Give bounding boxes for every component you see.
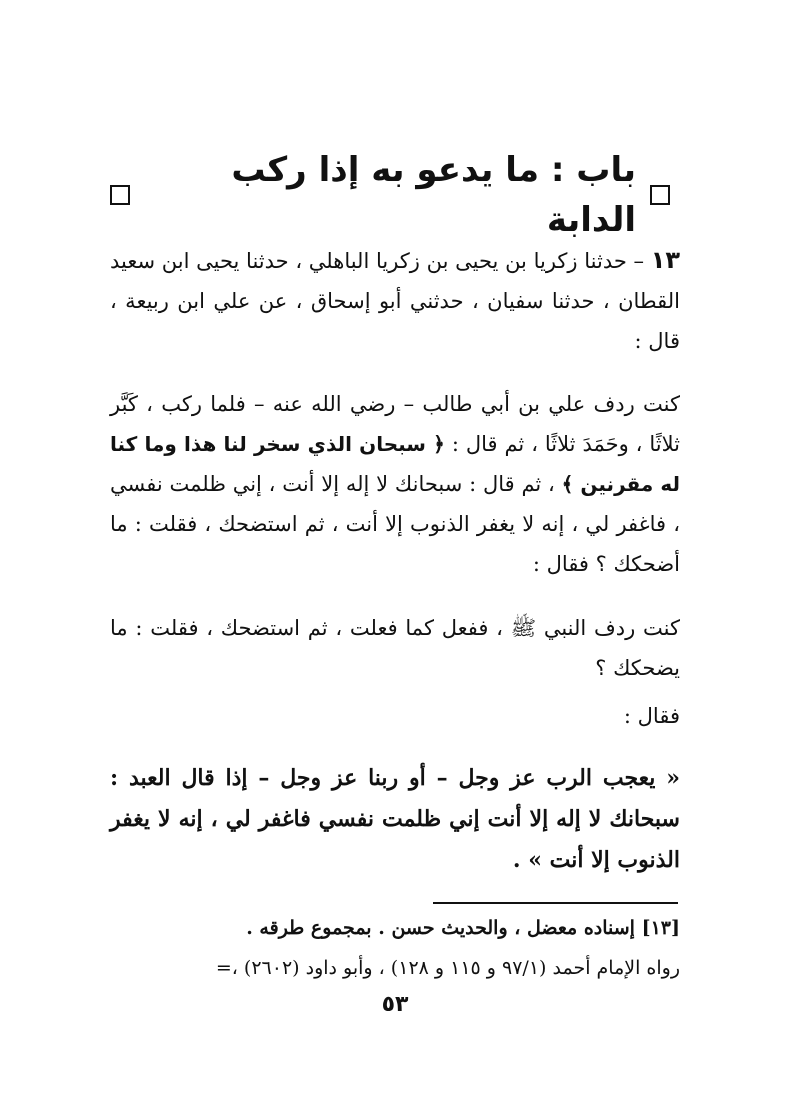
- isnad-text: – حدثنا زكريا بن يحيى بن زكريا الباهلي ، حدثنا يحيى ابن سعيد القطان ، حدثنا سفيان ، حدثني أبو إسحاق ، عن علي ابن ربيعة ، قال :: [110, 249, 680, 353]
- title-box-left-icon: [110, 185, 130, 205]
- footnote-line-1: [١٣] إسناده معضل ، والحديث حسن . بمجموع طرقه .: [246, 917, 680, 939]
- footnote-line-2: رواه الإمام أحمد (٩٧/١ و ١١٥ و ١٢٨) ، وأبو داود (٢٦٠٢) ،=: [215, 957, 680, 979]
- p2-text-b: ، ثم قال : سبحانك لا إله إلا أنت ، إني ظلمت نفسي ، فاغفر لي ، إنه لا يغفر الذنوب إلا أنت ، ثم استضحك ، فقلت : ما أضحكك ؟ فقال :: [110, 472, 680, 576]
- title-box-right-icon: [650, 185, 670, 205]
- hadith-number: ١٣: [650, 246, 680, 274]
- hadith-matn: « يعجب الرب عز وجل – أو ربنا عز وجل – إذا قال العبد : سبحانك لا إله إلا أنت إني ظلمت نفسي فاغفر لي ، إنه لا يغفر الذنوب إلا أنت » .: [110, 765, 680, 873]
- hadith-paragraph-3: كنت ردف النبي ﷺ ، ففعل كما فعلت ، ثم استضحك ، فقلت : ما يضحكك ؟: [110, 616, 680, 680]
- page-number: ٥٣: [381, 992, 409, 1017]
- footnote-divider: [433, 902, 678, 904]
- hadith-isnad: [110, 240, 680, 361]
- quran-verse: ﴿ سبحان الذي سخر لنا هذا وما كنا له مقرنين ﴾: [110, 432, 680, 496]
- p2-text-a: كنت ردف علي بن أبي طالب – رضي الله عنه – فلما ركب ، كَبَّر ثلاثًا ، وحَمَدَ ثلاثًا ، ثم قال :: [110, 392, 680, 456]
- hadith-paragraph-2: [110, 384, 680, 584]
- chapter-title: [110, 145, 670, 245]
- hadith-paragraph-4: فقال :: [623, 704, 680, 728]
- chapter-title-text: باب : ما يدعو به إذا ركب الدابة: [231, 150, 636, 240]
